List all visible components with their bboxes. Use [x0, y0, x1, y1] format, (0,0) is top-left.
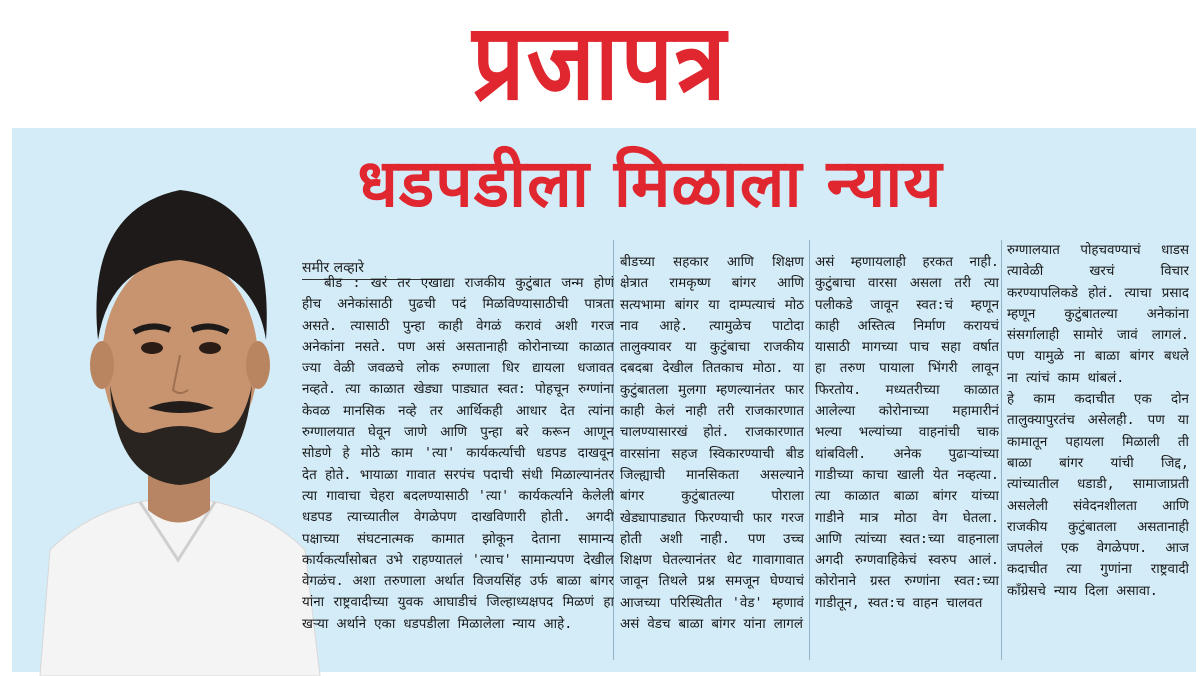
article-paragraph: बीड : खरं तर एखाद्या राजकीय कुटुंबात जन्म होणं हीच अनेकांसाठी पुढची पदं मिळविण्यासाठीची पात्रता असते. त्यासाठी पुन्हा काही वेगळं करावं अशी गरज अनेकांना नसते. पण असं असतानाही कोरोनाच्या काळात ज्या वेळी जवळचे लोक रुग्णाला धिर द्यायला धजावत नव्हते. त्या काळात खेड्या पाड्यात स्वत: पोहचून रुग्णांना केवळ मानसिक नव्हे तर आर्थिकही आधार देत त्यांना रुग्णालयात घेवून जाणे आणि पुन्हा बरे करून आणून सोडणे हे मोठे काम 'त्या' कार्यकर्त्याची धडपड दाखवून देत होते. भायाळा गावात सरपंच पदाची संधी मिळाल्यानंतर त्या गावाचा चेहरा बदलण्यासाठी 'त्या' कार्यकर्त्याने केलेली धडपड त्याच्यातील वेगळेपण दाखविणारी होती. अगदी पक्षाच्या संघटनात्मक कामात झोकून देताना सामान्य कार्यकर्त्यांसोबत उभे राहण्यातलं 'त्याच' सामान्यपण देखील वेगळंच. अशा तरुणाला अर्थात विजयसिंह उर्फ बाळा बांगर यांना राष्ट्रवादीच्या युवक आघाडीचं जिल्हाध्यक्षपद मिळणं हा खऱ्या अर्थाने एका धडपडीला मिळालेला न्याय आहे.	[302, 276, 614, 632]
article-byline: समीर लव्हारे	[302, 258, 442, 280]
article-paragraph: असं म्हणायलाही हरकत नाही. कुटुंबाचा वारसा असला तरी त्या पलीकडे जावून स्वत:चं म्हणून काही अस्तित्व निर्माण करायचं यासाठी मागच्या पाच सहा वर्षात हा तरुण पायाला भिंगरी लावून फिरतोय. मध्यतरीच्या काळात आलेल्या कोरोनाच्या महामारीनं भल्या भल्यांच्या वाहनांची चाक थांबविली. अनेक पुढाऱ्यांच्या गाडीच्या काचा खाली येत नव्हत्या. त्या काळात बाळा बांगर यांच्या गाडीने मात्र मोठा वेग घेतला. आणि त्यांच्या स्वत:च्या वाहनाला अगदी रुग्णवाहिकेचं स्वरुप आलं. कोरोनाने ग्रस्त रुग्णांना स्वत:च्या गाडीतून, स्वत:च वाहन चालवत	[815, 255, 999, 611]
article-column-4	[1007, 240, 1189, 660]
masthead-title: प्रजापत्र	[472, 0, 728, 124]
article-column-3	[815, 252, 999, 652]
article-headline: धडपडीला मिळाला न्याय	[357, 145, 943, 222]
article-paragraph: रुग्णालयात पोहचवण्याचं धाडस त्यावेळी खरचं विचार करण्यापलिकडे होतं. त्याचा प्रसाद म्हणून कुटुंबातल्या अनेकांना संसर्गालाही सामोरं जावं लागलं. पण यामुळे ना बाळा बांगर बधले ना त्यांचं काम थांबलं.	[1007, 243, 1189, 386]
article-column-2	[620, 252, 804, 652]
author-photo	[30, 150, 325, 676]
column-divider	[809, 240, 810, 660]
column-divider	[1001, 240, 1002, 660]
article-paragraph: बीडच्या सहकार आणि शिक्षण क्षेत्रात रामकृष्ण बांगर आणि सत्यभामा बांगर या दाम्पत्याचं मोठ नाव आहे. त्यामुळेच पाटोदा तालुक्यावर या कुटुंबाचा राजकीय दबदबा देखील तितकाच मोठा. या कुटुंबातला मुलगा म्हणल्यानंतर फार काही केलं नाही तरी राजकारणात चालण्यासारखं होतं. राजकारणात वारसांना सहज स्विकारण्याची बीड जिल्ह्याची मानसिकता असल्याने बांगर कुटुंबातल्या पोराला खेड्यापाड्यात फिरण्याची फार गरज होती अशी नाही. पण उच्च शिक्षण घेतल्यानंतर थेट गावागावात जावून तिथले प्रश्न समजून घेण्याचं आजच्या परिस्थितीत 'वेड' म्हणावं असं वेडच बाळा बांगर यांना लागलं	[620, 255, 804, 633]
photo-shirt	[40, 500, 320, 676]
article-column-1	[302, 273, 614, 665]
article-paragraph: हे काम कदाचीत एक दोन तालुक्यापुरतंच असेलही. पण या कामातून पहायला मिळाली ती बाळा बांगर यांची जिद्द, त्यांच्यातील धडाडी, सामाजाप्रती असलेली संवेदनशीलता आणि राजकीय कुटुंबातला असतानाही जपलेलं एक वेगळेपण. आज कदाचीत त्या गुणांना राष्ट्रवादी काँग्रेसचे न्याय दिला असावा.	[1007, 392, 1189, 599]
masthead	[0, 0, 1200, 126]
